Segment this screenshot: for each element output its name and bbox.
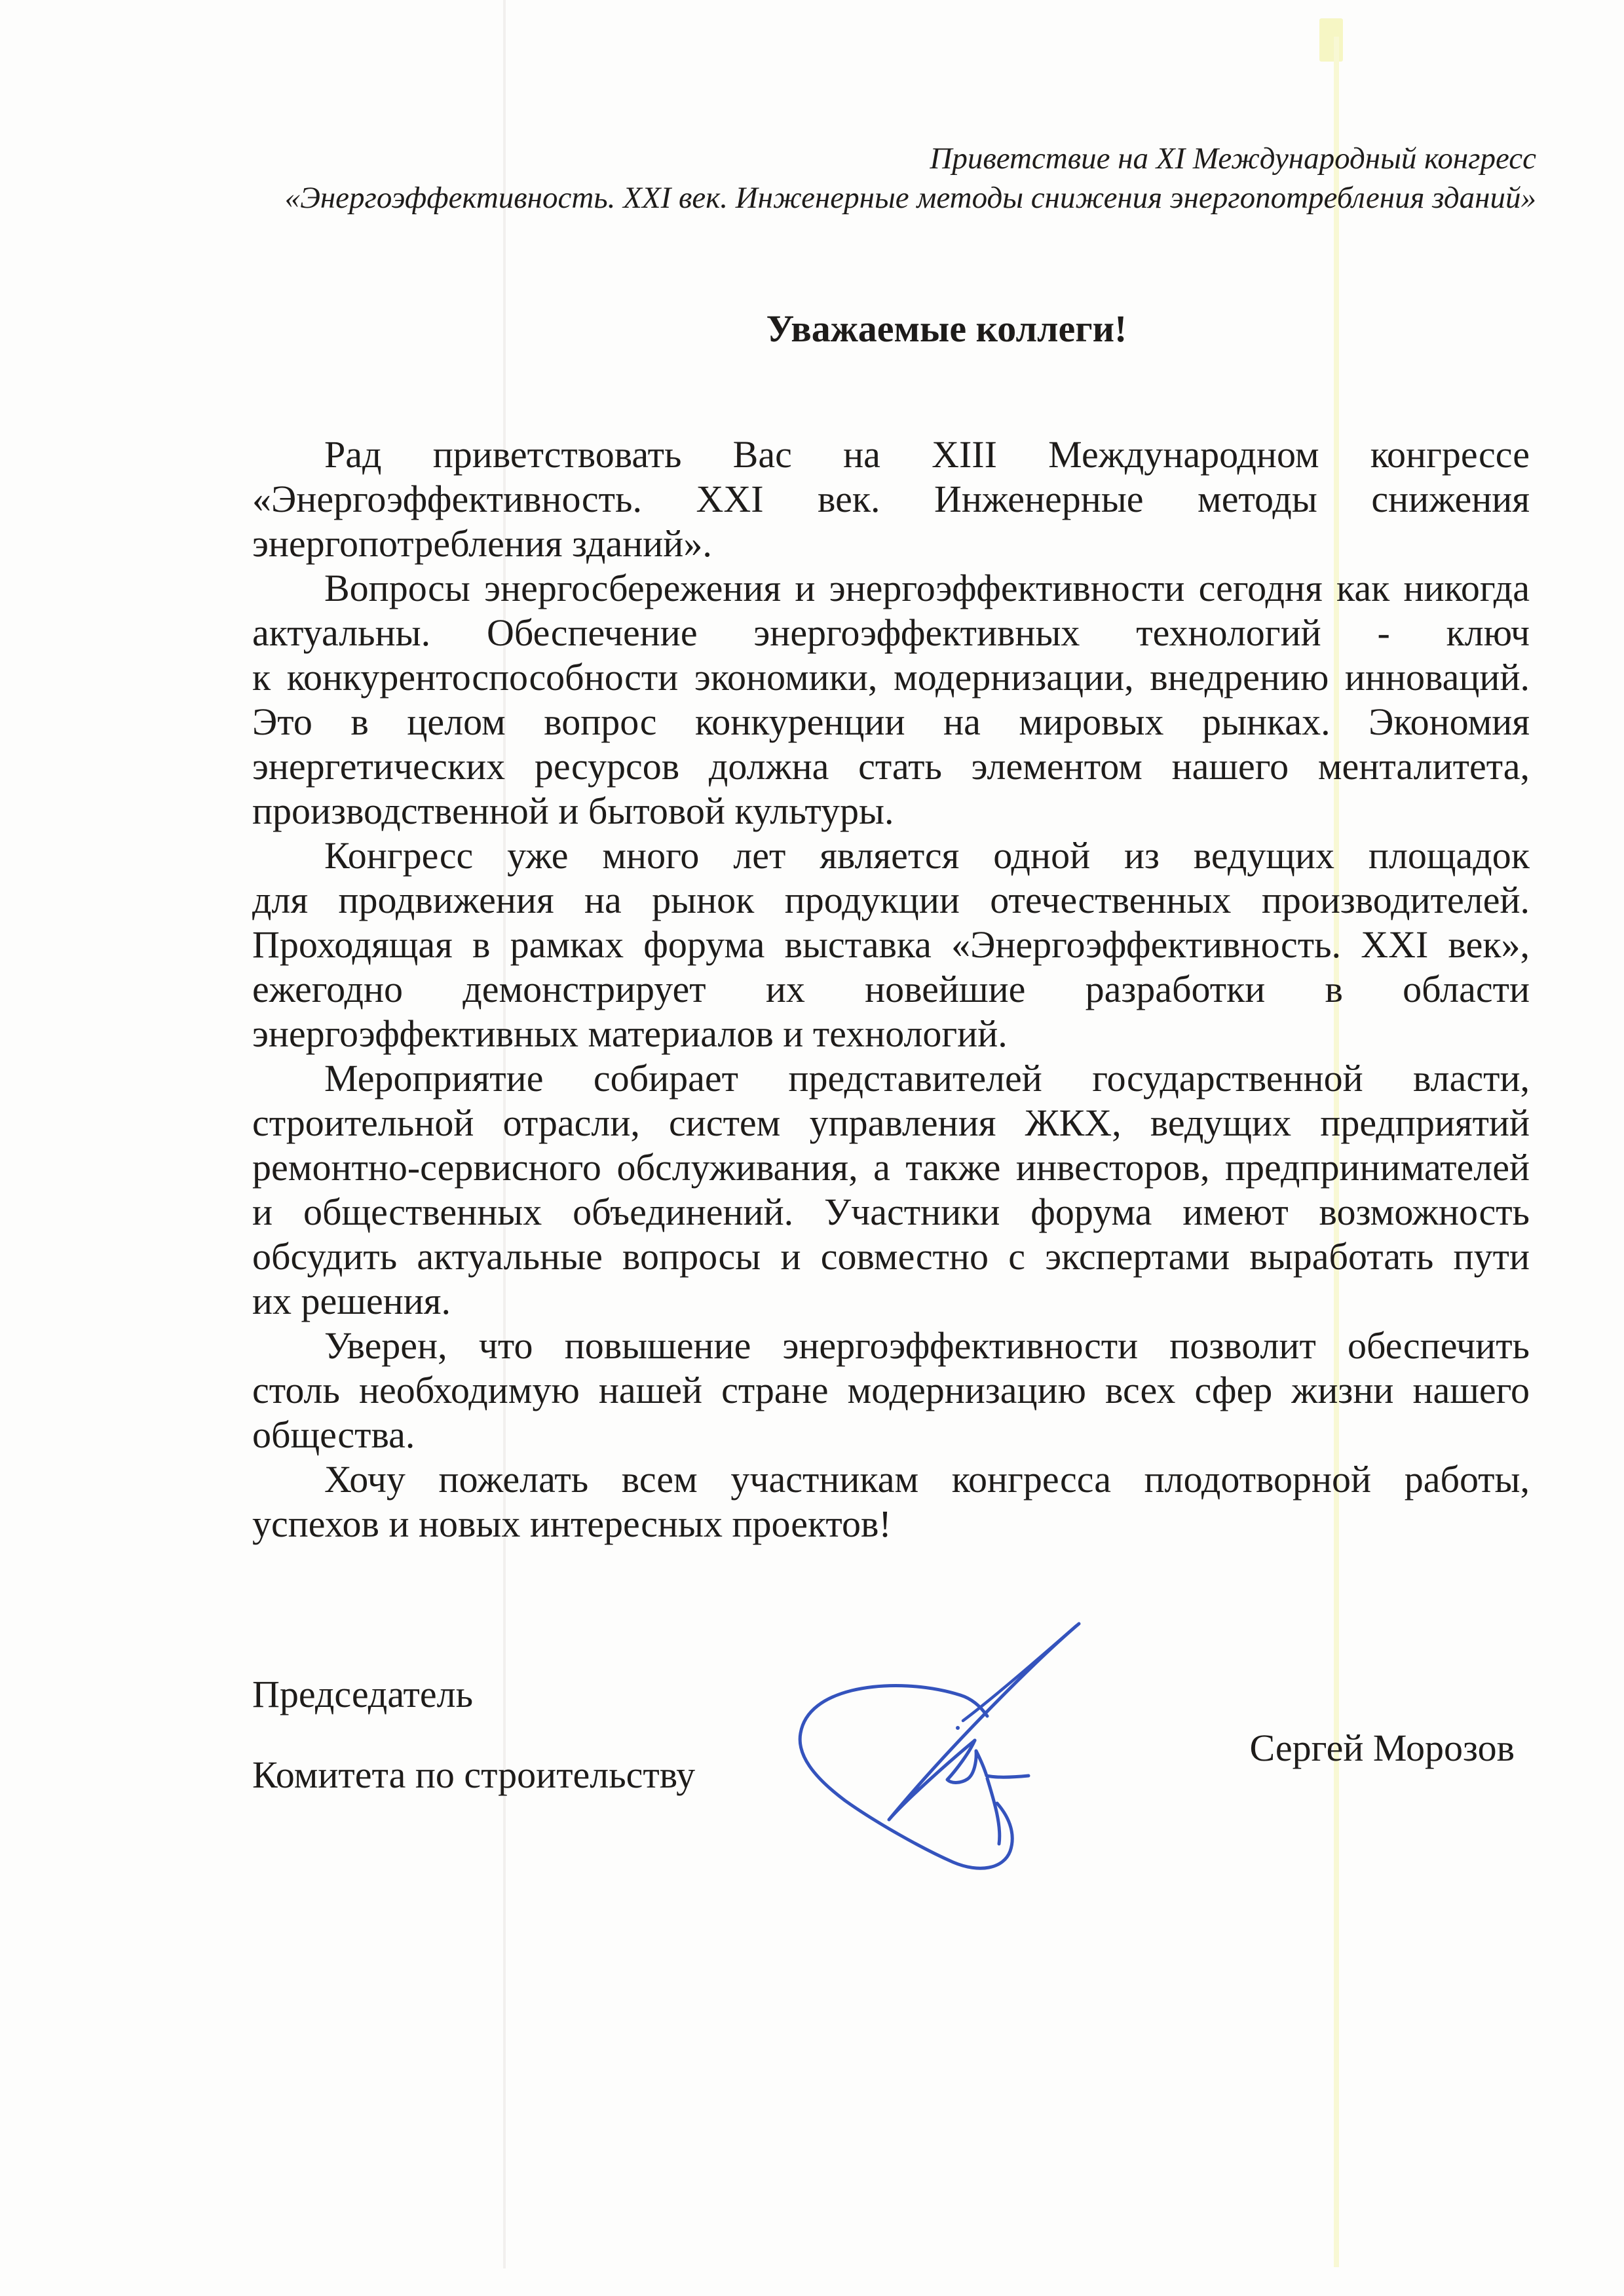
text-line: Проходящая в рамках форума выставка «Энергоэффективность. XXI век»,	[252, 923, 1530, 966]
signatory-name: Сергей Морозов	[1249, 1727, 1515, 1769]
text-line: Рад приветствовать Вас на XIII Международном конгрессе	[324, 433, 1530, 476]
text-line: энергопотребления зданий».	[252, 522, 712, 565]
text-line: Мероприятие собирает представителей государственной власти,	[324, 1057, 1530, 1100]
header-line-1: Приветствие на XI Международный конгресс	[930, 142, 1536, 176]
signer-position-line-1: Председатель	[252, 1673, 474, 1715]
text-line: производственной и бытовой культуры.	[252, 790, 894, 832]
text-line: для продвижения на рынок продукции отечественных производителей.	[252, 879, 1530, 921]
paragraph	[252, 1457, 1530, 1546]
text-line: энергетических ресурсов должна стать элементом нашего менталитета,	[252, 745, 1530, 788]
text-line: ремонтно-сервисного обслуживания, а также инвесторов, предпринимателей	[252, 1146, 1530, 1189]
text-line: и общественных объединений. Участники форума имеют возможность	[252, 1191, 1530, 1233]
paragraph	[252, 432, 1530, 566]
text-line: успехов и новых интересных проектов!	[252, 1502, 892, 1545]
paragraph	[252, 1324, 1530, 1457]
document-header	[285, 139, 1536, 218]
signer-position-line-2: Комитета по строительству	[252, 1753, 696, 1796]
scan-streak-yellow-smudge	[1319, 18, 1343, 62]
text-line: энергоэффективных материалов и технологий.	[252, 1012, 1008, 1055]
header-line-2: «Энергоэффективность. XXI век. Инженерные методы снижения энергопотребления зданий»	[284, 181, 1536, 215]
paragraph	[252, 1056, 1530, 1324]
text-line: Хочу пожелать всем участникам конгресса плодотворной работы,	[324, 1458, 1530, 1501]
text-line: их решения.	[252, 1280, 451, 1322]
text-line: Это в целом вопрос конкуренции на мировых рынках. Экономия	[252, 700, 1530, 743]
text-line: «Энергоэффективность. XXI век. Инженерные методы снижения	[252, 478, 1530, 520]
text-line: Конгресс уже много лет является одной из ведущих площадок	[324, 834, 1530, 877]
signer-position	[252, 1672, 695, 1797]
paragraph	[252, 833, 1530, 1056]
text-line: обсудить актуальные вопросы и совместно с экспертами выработать пути	[252, 1235, 1530, 1278]
text-line: актуальны. Обеспечение энергоэффективных технологий - ключ	[252, 611, 1530, 654]
text-line: к конкурентоспособности экономики, модернизации, внедрению инноваций.	[252, 656, 1530, 698]
text-line: строительной отрасли, систем управления ЖКХ, ведущих предприятий	[252, 1101, 1530, 1144]
salutation: Уважаемые коллеги!	[766, 307, 1127, 350]
body-text	[252, 432, 1530, 1546]
text-line: Уверен, что повышение энергоэффективности позволит обеспечить	[324, 1324, 1530, 1367]
paragraph	[252, 566, 1530, 833]
text-line: столь необходимую нашей стране модернизацию всех сфер жизни нашего	[252, 1369, 1530, 1411]
text-line: ежегодно демонстрирует их новейшие разработки в области	[252, 968, 1530, 1010]
text-line: общества.	[252, 1413, 415, 1456]
signature-scribble	[753, 1586, 1120, 1887]
text-line: Вопросы энергосбережения и энергоэффективности сегодня как никогда	[324, 567, 1530, 609]
